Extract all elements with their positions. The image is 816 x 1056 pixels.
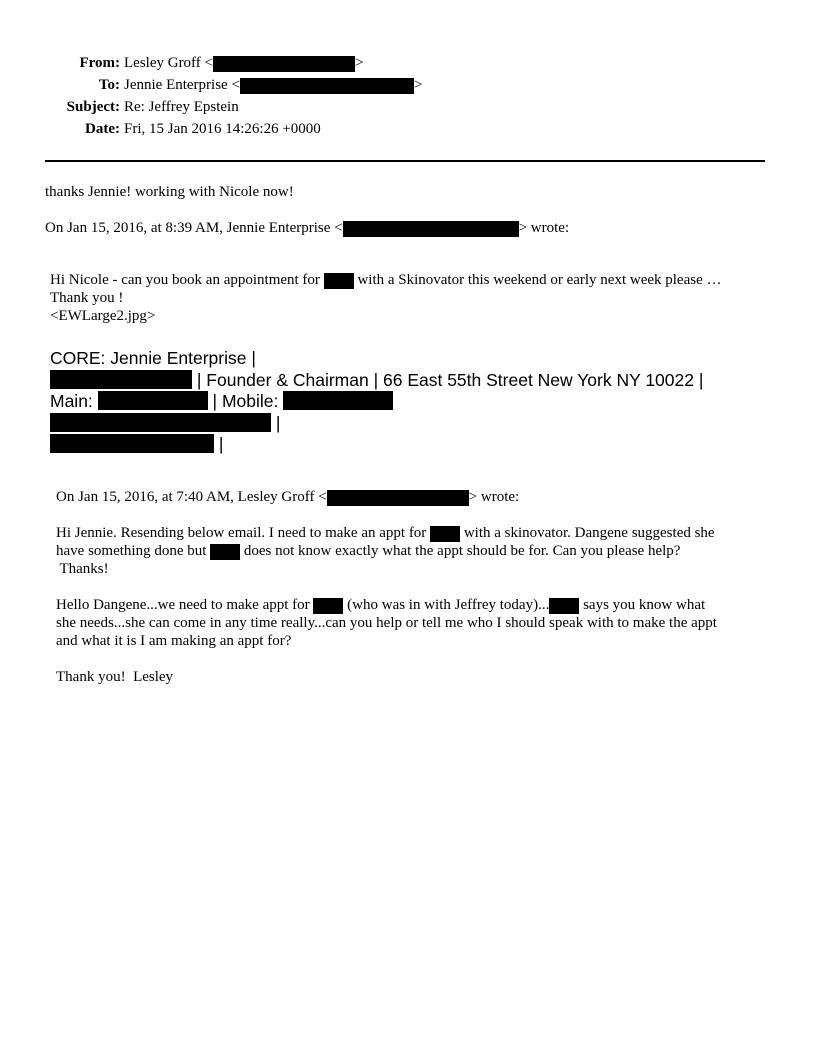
signature-block: [50, 348, 703, 456]
quote-intro-end: > wrote:: [518, 220, 570, 236]
redaction-name: [549, 598, 579, 614]
redaction-jennie-email: [343, 221, 519, 237]
subject-label: Subject:: [66, 99, 120, 115]
redaction-name: [210, 544, 240, 560]
redaction-name: [324, 273, 354, 289]
pipe-2: |: [218, 434, 224, 454]
to-label: To:: [98, 77, 120, 93]
lesley-p2-line-3: and what it is I am making an appt for?: [56, 633, 292, 649]
mobile-label: | Mobile:: [212, 391, 279, 411]
signature-line-1: CORE: Jennie Enterprise |: [50, 348, 256, 368]
redaction-name: [313, 598, 343, 614]
lesley-p2-line-2: she needs...she can come in any time really...can you help or tell me who I should speak with to make the appt: [56, 615, 717, 631]
lesley-p2-c: says you know what: [583, 597, 706, 613]
signature-line-2-text: | Founder & Chairman | 66 East 55th Street New York NY 10022 |: [196, 369, 704, 390]
lesley-p1-line-1: [56, 524, 786, 542]
lesley-intro-end: > wrote:: [468, 489, 520, 505]
pipe-1: |: [275, 412, 281, 433]
quote-intro-jennie: [45, 219, 569, 237]
signature-line-3: [50, 391, 703, 413]
to-value: Jennie Enterprise <: [124, 77, 240, 93]
lesley-closing: Thank you! Lesley: [56, 669, 174, 685]
reply-body: thanks Jennie! working with Nicole now!: [45, 184, 294, 200]
lesley-p1-c: have something done but: [56, 543, 207, 559]
date-label: Date:: [85, 121, 120, 137]
attachment-name: <EWLarge2.jpg>: [50, 308, 156, 324]
lesley-paragraph-2: [56, 596, 786, 650]
jennie-line-2: Thank you !: [50, 290, 124, 306]
lesley-intro-text: On Jan 15, 2016, at 7:40 AM, Lesley Groff <: [56, 489, 327, 505]
signature-line-2: [50, 370, 703, 392]
from-value: Lesley Groff <: [124, 55, 213, 71]
lesley-paragraph-1: [56, 524, 786, 578]
redaction-lesley-email: [327, 490, 469, 506]
quote-intro-text: On Jan 15, 2016, at 8:39 AM, Jennie Enterprise <: [45, 220, 343, 236]
jennie-message: [50, 271, 780, 325]
from-end: >: [355, 55, 364, 71]
jennie-line-1-start: Hi Nicole - can you book an appointment for: [50, 272, 320, 288]
jennie-line-1-end: with a Skinovator this weekend or early next week please …: [357, 272, 722, 288]
redaction-main-phone: [98, 391, 208, 410]
lesley-p2-a: Hello Dangene...we need to make appt for: [56, 597, 310, 613]
redaction-mobile-phone: [283, 391, 393, 410]
redaction-name: [430, 526, 460, 542]
redaction-signature-3: [50, 434, 214, 453]
main-label: Main:: [50, 391, 93, 411]
redaction-signature-1: [50, 370, 192, 389]
from-label: From:: [79, 55, 120, 71]
lesley-p2-b: (who was in with Jeffrey today)...: [347, 597, 550, 613]
lesley-p1-d: does not know exactly what the appt should be for. Can you please help?: [243, 543, 681, 559]
signature-line-5: [50, 434, 703, 456]
signature-line-4: [50, 413, 703, 435]
lesley-p1-b: with a skinovator. Dangene suggested she: [463, 525, 715, 541]
lesley-p1-line-3: Thanks!: [56, 561, 109, 577]
subject-value: Re: Jeffrey Epstein: [124, 99, 239, 115]
lesley-p1-line-2: [56, 542, 786, 560]
quote-intro-lesley: [56, 488, 519, 506]
to-end: >: [413, 77, 423, 93]
redaction-from-email: [213, 56, 355, 72]
redaction-to-email: [240, 78, 414, 94]
header-divider: [45, 160, 765, 162]
jennie-line-1: [50, 271, 780, 289]
date-value: Fri, 15 Jan 2016 14:26:26 +0000: [124, 121, 321, 137]
redaction-signature-2: [50, 413, 271, 432]
lesley-p2-line-1: [56, 596, 786, 614]
lesley-p1-a: Hi Jennie. Resending below email. I need to make an appt for: [56, 525, 427, 541]
